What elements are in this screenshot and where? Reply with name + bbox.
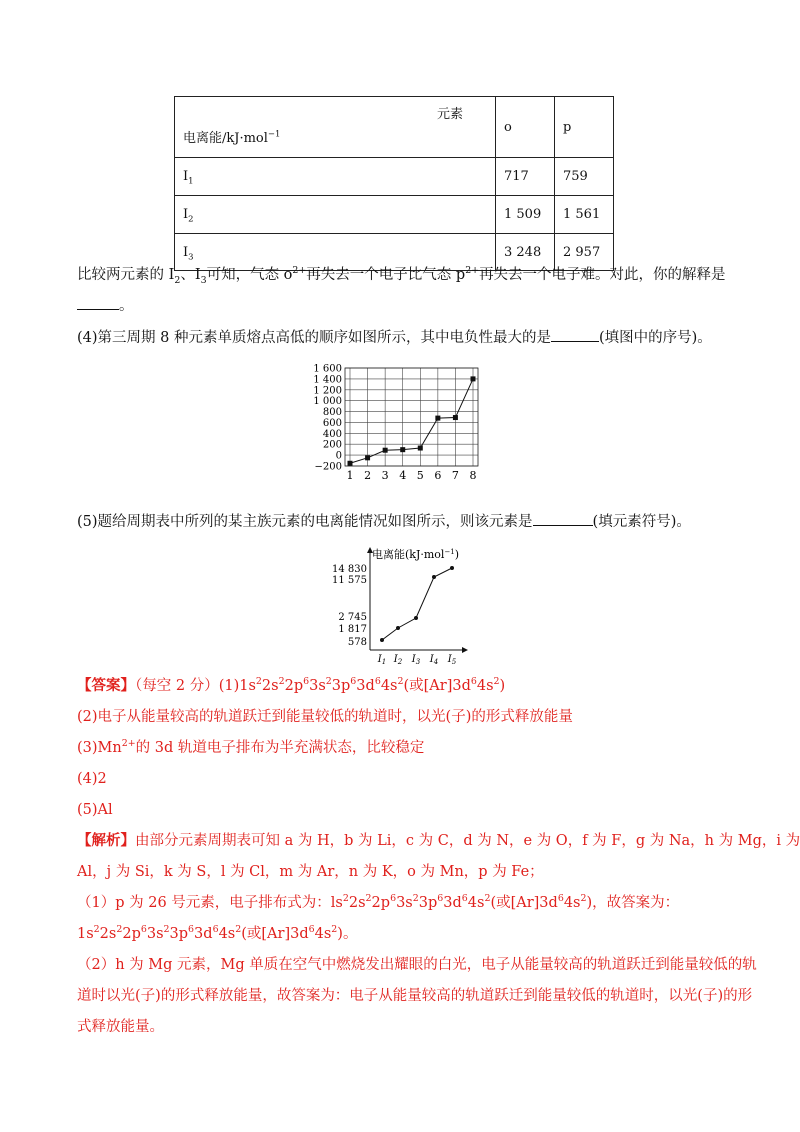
y-tick-label: 600 [322, 417, 342, 429]
y-tick-label: 0 [335, 450, 342, 462]
header-ion: 电离能/kJ·mol$^{-1}$ [183, 128, 281, 146]
y-tick-label: 1 600 [313, 363, 342, 375]
question-3-text: 比较两元素的 $I_2$、$I_3$可知，气态 $o^{2+}$再失去一个电子比气态 $p^{2+}$再失去一个电子难。对此，你的解释是 [77, 265, 726, 286]
x-tick-label: 3 [381, 469, 389, 482]
x-tick-label: 7 [451, 469, 459, 482]
y-tick-label: 200 [322, 439, 342, 451]
col-p: p [555, 97, 614, 158]
question-4-text: (4)第三周期 8 种元素单质熔点高低的顺序如图所示，其中电负性最大的是 (填图中的序号)。 [77, 330, 712, 346]
header-element: 元素 [437, 107, 464, 122]
y-tick-label: 2 745 [338, 612, 367, 623]
answer-blank[interactable] [77, 297, 119, 310]
data-point [453, 415, 458, 420]
answer-line-3: $(3)Mn^{2+}$的 3d 轨道电子排布为半充满状态，比较稳定 [77, 738, 425, 756]
table-row: $I_3$ 3 248 2 957 [175, 234, 614, 271]
melting-point-chart [300, 358, 490, 484]
y-tick-label: −200 [314, 461, 342, 473]
x-tick-label: 5 [416, 469, 424, 482]
data-point [471, 376, 476, 381]
x-tick-label: $I_3$ [411, 654, 421, 666]
analysis-line-5: （2）h 为 Mg 元素，Mg 单质在空气中燃烧发出耀眼的白光，电子从能量较高的轨道跃迁到能量较低的轨 [77, 957, 757, 973]
question-3-blank: 。 [77, 295, 134, 317]
question-5-text: (5)题给周期表中所列的某主族元素的电离能情况如图所示，则该元素是 (填元素符号)。 [77, 514, 691, 530]
answer-line-1: 【答案】（每空 2 分）$(1)1s^22s^22p^63s^23p^63d^64s^2$(或$[Ar]3d^64s^2$) [77, 676, 506, 694]
y-tick-label: 11 575 [332, 575, 367, 586]
table-row: $I_1$ 717 759 [175, 158, 614, 196]
data-point [380, 638, 384, 642]
ionization-table [174, 96, 614, 271]
analysis-line-4: $1s^22s^22p^63s^23p^63d^64s^2$(或$[Ar]3d^64s^2$)。 [77, 924, 358, 942]
answer-line-4: (4)2 [77, 771, 107, 787]
x-tick-label: $I_1$ [377, 654, 387, 666]
data-point [432, 575, 436, 579]
y-tick-label: 578 [347, 637, 367, 648]
x-tick-label: 2 [364, 469, 372, 482]
y-tick-label: 1 817 [338, 624, 367, 635]
ionization-energy-chart [330, 540, 480, 666]
col-o: o [496, 97, 555, 158]
data-point [396, 626, 400, 630]
analysis-line-6: 道时以光(子)的形式释放能量，故答案为：电子从能量较高的轨道跃迁到能量较低的轨道时，以光(子)的形 [77, 988, 753, 1004]
x-tick-label: 4 [399, 469, 407, 482]
table-row: $I_2$ 1 509 1 561 [175, 196, 614, 234]
series-line [350, 379, 473, 463]
answer-blank[interactable] [533, 513, 593, 526]
x-tick-label: $I_4$ [429, 654, 439, 666]
y-tick-label: 1 400 [313, 374, 342, 386]
data-point [435, 416, 440, 421]
data-point [418, 446, 423, 451]
answer-blank[interactable] [551, 329, 599, 342]
analysis-line-3: （1）p 为 26 号元素，电子排布式为：$ls^22s^22p^63s^23p^63d^64s^2$(或$[Ar]3d^64s^2$)，故答案为： [77, 893, 680, 911]
answer-line-5: (5)Al [77, 802, 113, 818]
analysis-line-2: Al，j 为 Si，k 为 S，l 为 Cl，m 为 Ar，n 为 K，o 为 Mn，p 为 Fe； [77, 864, 544, 880]
x-tick-label: $I_2$ [393, 654, 403, 666]
data-point [414, 616, 418, 620]
x-tick-label: $I_5$ [447, 654, 457, 666]
x-tick-label: 8 [469, 469, 477, 482]
y-tick-label: 1 000 [313, 396, 342, 408]
data-point [348, 461, 353, 466]
table-header-cell [175, 97, 496, 158]
y-axis-label: 电离能(kJ·mol$^{-1}$) [372, 548, 460, 561]
data-point [383, 448, 388, 453]
y-tick-label: 800 [322, 407, 342, 419]
x-tick-label: 6 [434, 469, 442, 482]
y-tick-label: 14 830 [332, 564, 367, 575]
y-tick-label: 1 200 [313, 385, 342, 397]
data-point [400, 447, 405, 452]
series-line [382, 568, 452, 640]
x-tick-label: 1 [346, 469, 354, 482]
y-tick-label: 400 [322, 428, 342, 440]
data-point [450, 566, 454, 570]
data-point [365, 455, 370, 460]
plot-frame [345, 368, 478, 466]
analysis-line-1: 【解析】由部分元素周期表可知 a 为 H，b 为 Li，c 为 C，d 为 N，e 为 O，f 为 F，g 为 Na，h 为 Mg，i 为 [77, 832, 800, 849]
answer-line-2: (2)电子从能量较高的轨道跃迁到能量较低的轨道时，以光(子)的形式释放能量 [77, 709, 573, 725]
analysis-line-7: 式释放能量。 [77, 1019, 164, 1035]
